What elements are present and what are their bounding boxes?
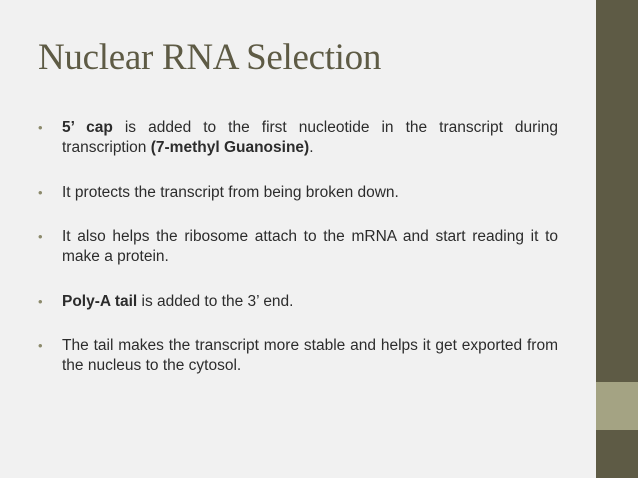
bullet-text: is added to the first nucleotide in the transcript during transcription xyxy=(62,119,559,156)
bullet-text: is added to the 3’ end. xyxy=(137,293,294,310)
bullet-text: It also helps the ribosome attach to the mRNA and start reading it to make a protein. xyxy=(62,228,558,265)
bullet-bold-tail: (7-methyl Guanosine) xyxy=(150,139,310,156)
bullet-item-protects xyxy=(38,183,558,203)
bullet-marker: • xyxy=(38,229,43,244)
bullet-list xyxy=(38,118,558,401)
bullet-text: It protects the transcript from being broken down. xyxy=(62,184,399,201)
bullet-item-ribosome xyxy=(38,227,558,267)
bullet-text: The tail makes the transcript more stable and helps it get exported from the nucleus to the cytosol. xyxy=(62,337,558,374)
bullet-end: . xyxy=(309,139,314,156)
slide-title: Nuclear RNA Selection xyxy=(38,37,382,78)
decorative-side-accent xyxy=(596,382,638,430)
bullet-marker: • xyxy=(38,185,43,200)
bullet-item-5-cap xyxy=(38,118,558,158)
bullet-marker: • xyxy=(38,120,43,135)
bullet-marker: • xyxy=(38,338,43,353)
bullet-bold-lead: Poly-A tail xyxy=(62,293,138,310)
bullet-item-poly-a xyxy=(38,292,558,312)
bullet-bold-lead: 5’ cap xyxy=(62,119,113,136)
bullet-marker: • xyxy=(38,294,43,309)
bullet-item-tail-stable xyxy=(38,336,558,376)
